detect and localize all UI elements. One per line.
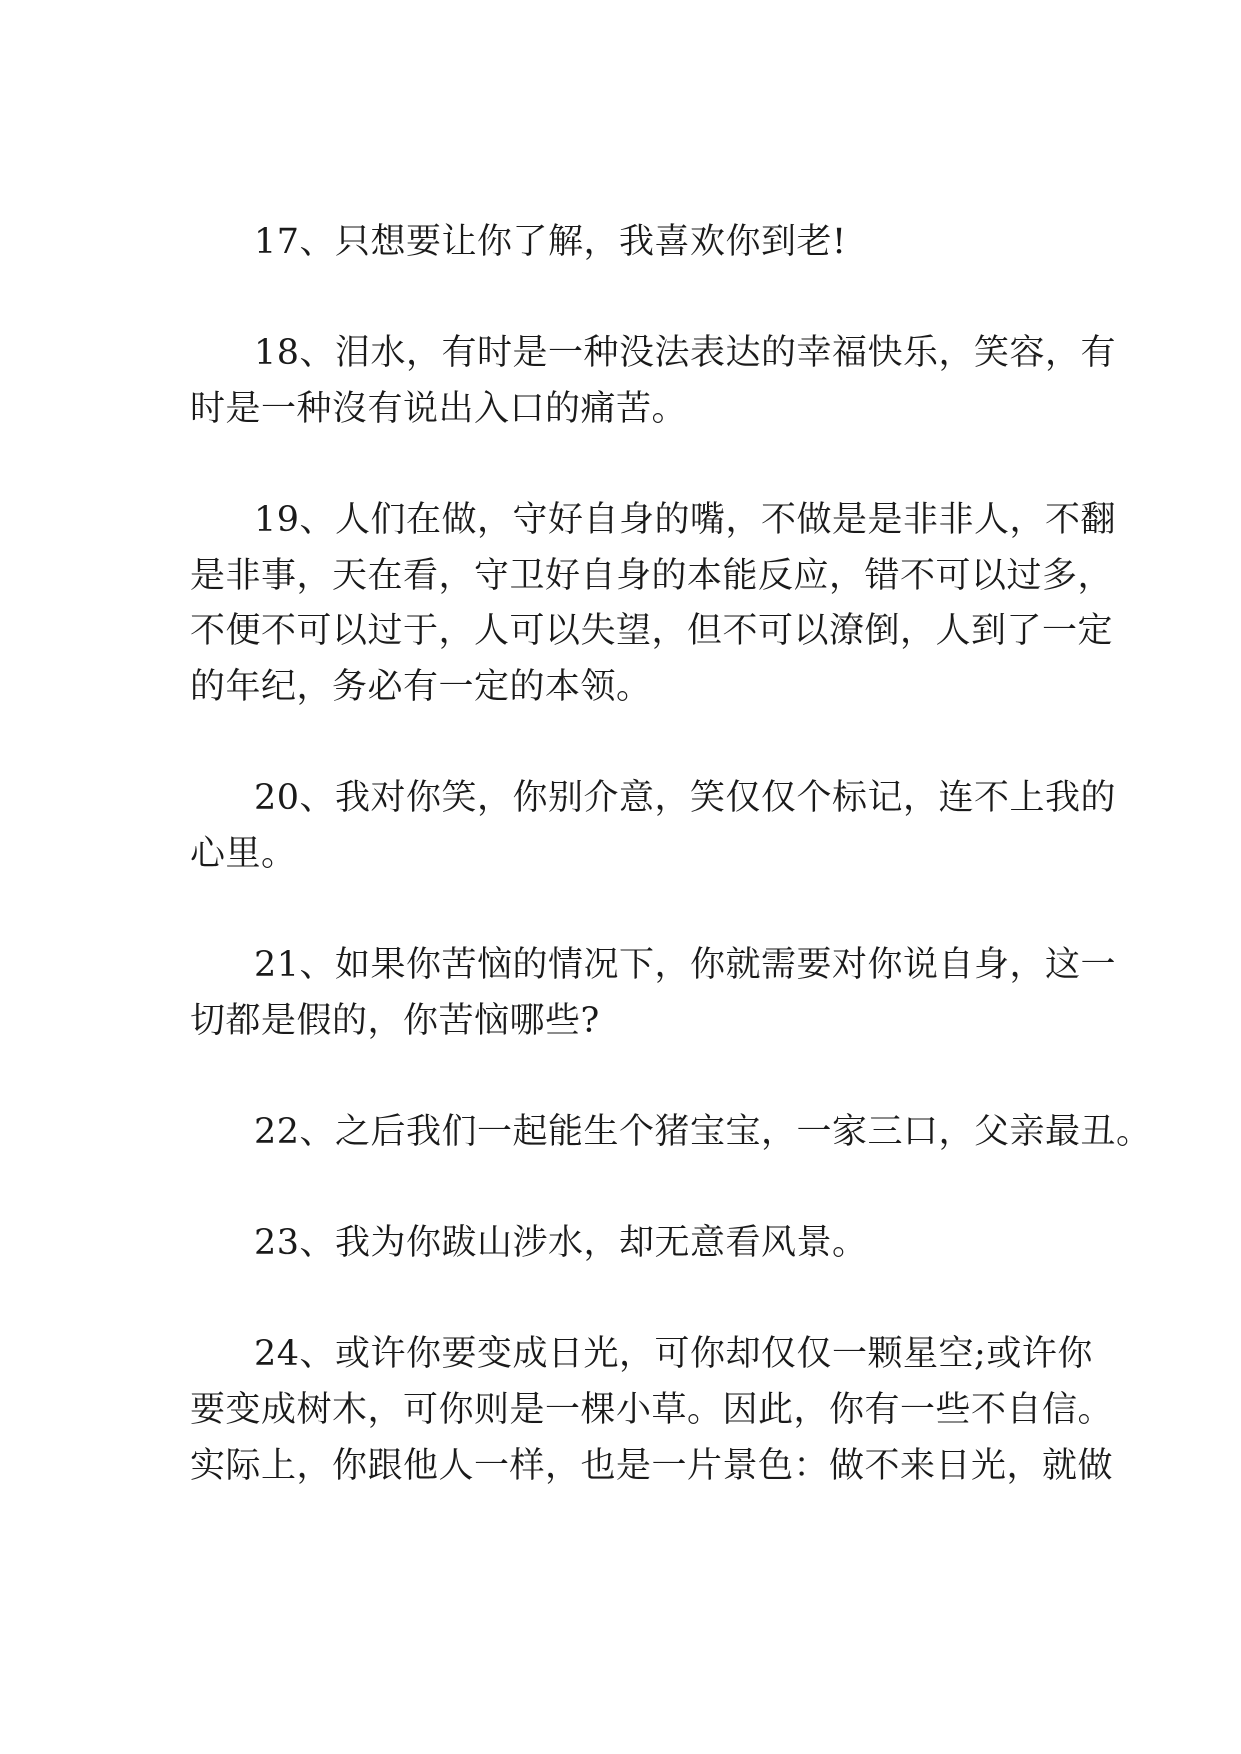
paragraph-18-line-2: 时是一种沒有说出入口的痛苦。 — [190, 389, 688, 429]
paragraph-19-line-1: 19、人们在做，守好自身的嘴，不做是是非非人，不翻 — [254, 500, 1117, 540]
paragraph-22-line-1: 22、之后我们一起能生个猪宝宝，一家三口，父亲最丑。 — [254, 1112, 1152, 1152]
paragraph-19-line-4: 的年纪，务必有一定的本领。 — [190, 667, 652, 707]
paragraph-21-line-2: 切都是假的，你苦恼哪些? — [190, 1001, 600, 1041]
paragraph-24-line-1: 24、或许你要变成日光，可你却仅仅一颗星空;或许你 — [254, 1334, 1093, 1374]
paragraph-18-line-1: 18、泪水，有时是一种没法表达的幸福快乐，笑容，有 — [254, 333, 1117, 373]
paragraph-19-line-2: 是非事，天在看，守卫好自身的本能反应，错不可以过多， — [190, 556, 1114, 596]
paragraph-19-line-3: 不便不可以过于，人可以失望，但不可以潦倒，人到了一定 — [190, 611, 1114, 651]
paragraph-23-line-1: 23、我为你跋山涉水，却无意看风景。 — [254, 1223, 868, 1263]
paragraph-20-line-1: 20、我对你笑，你别介意，笑仅仅个标记，连不上我的 — [254, 778, 1117, 818]
paragraph-21-line-1: 21、如果你苦恼的情况下，你就需要对你说自身，这一 — [254, 945, 1117, 985]
paragraph-17-line-1: 17、只想要让你了解，我喜欢你到老! — [254, 222, 847, 262]
paragraph-20-line-2: 心里。 — [190, 834, 297, 874]
paragraph-24-line-2: 要变成树木，可你则是一棵小草。因此，你有一些不自信。 — [190, 1390, 1114, 1430]
paragraph-24-line-3: 实际上，你跟他人一样，也是一片景色：做不来日光，就做 — [190, 1446, 1114, 1486]
